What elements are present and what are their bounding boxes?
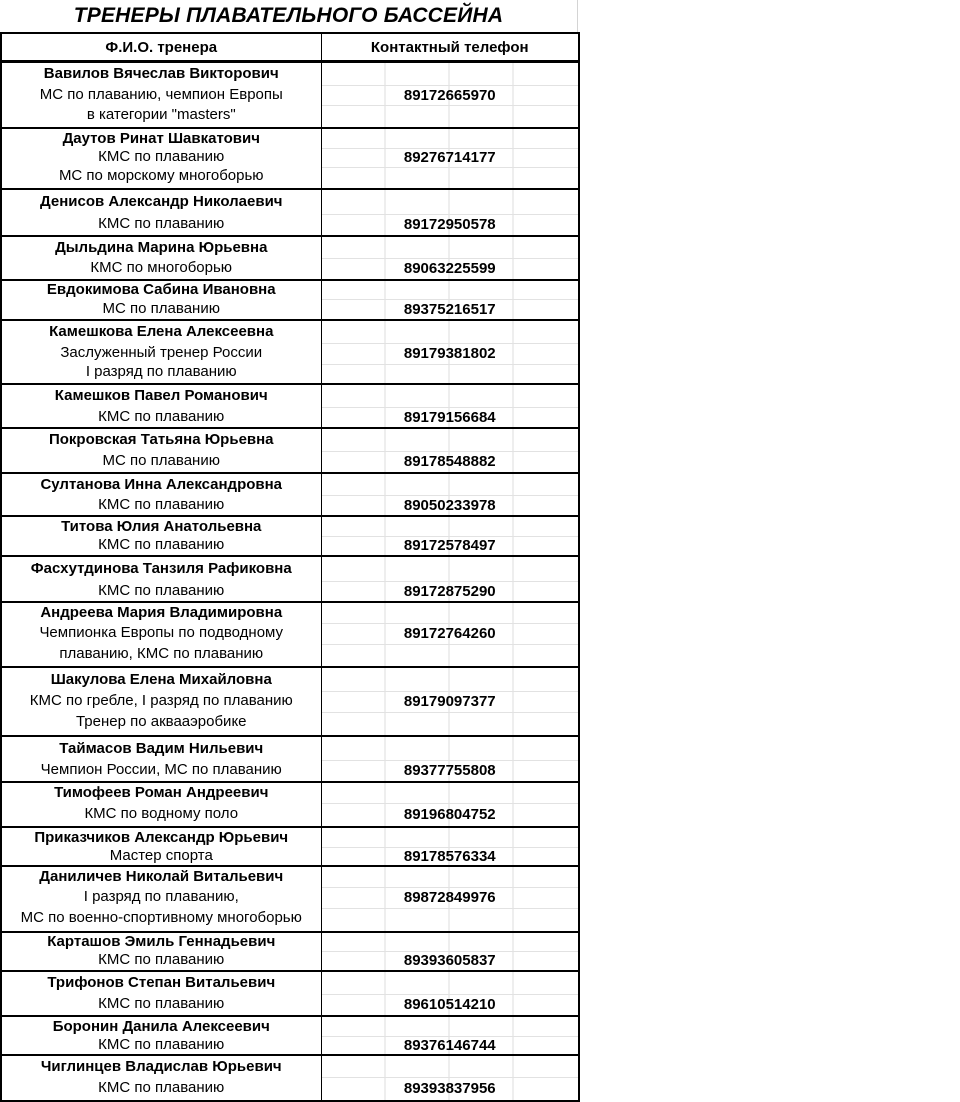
coach-phone: 89178576334 (322, 847, 579, 865)
coach-phone-cell (321, 782, 579, 827)
coach-name-cell (1, 667, 321, 736)
coach-qualification: КМС по плаванию (98, 1079, 225, 1096)
coach-qualification: Заслуженный тренер России (60, 344, 263, 361)
coach-phone-cell (321, 827, 579, 866)
coach-name-cell (1, 602, 321, 667)
empty-cell (322, 517, 579, 536)
coach-name: Карташов Эмиль Геннадьевич (47, 933, 276, 950)
coach-qualification: МС по плаванию (102, 452, 220, 469)
empty-cell (322, 385, 579, 407)
coach-name: Денисов Александр Николаевич (40, 193, 283, 210)
coach-qualification: в категории "masters" (86, 106, 236, 123)
coach-phone: 89393837956 (322, 1077, 579, 1100)
coach-name-cell (1, 384, 321, 428)
coach-name-cell (1, 428, 321, 473)
coach-phone-cell (321, 189, 579, 236)
coach-phone-cell (321, 428, 579, 473)
coach-phone: 89172875290 (322, 581, 579, 601)
empty-cell (322, 972, 579, 994)
coach-phone: 89172950578 (322, 214, 579, 235)
coach-name-cell (1, 62, 321, 129)
coach-qualification: КМС по плаванию (98, 215, 225, 232)
coach-qualification: КМС по плаванию (98, 148, 225, 165)
table-row (1, 516, 579, 556)
coach-qualification: КМС по многоборью (90, 259, 233, 276)
coach-name: Камешкова Елена Алексеевна (49, 323, 274, 340)
coach-qualification: КМС по плаванию (98, 995, 225, 1012)
coach-qualification: КМС по плаванию (98, 951, 225, 968)
page-title: ТРЕНЕРЫ ПЛАВАТЕЛЬНОГО БАССЕЙНА (0, 0, 578, 32)
coach-qualification: Чемпионка Европы по подводному (39, 624, 284, 641)
table-row (1, 556, 579, 602)
coach-name: Боронин Данила Алексеевич (52, 1018, 270, 1035)
table-row (1, 667, 579, 736)
coach-phone: 89172665970 (322, 85, 579, 105)
column-header-name: Ф.И.О. тренера (1, 33, 321, 62)
coach-qualification: КМС по плаванию (98, 1036, 225, 1053)
coach-phone-cell (321, 280, 579, 320)
table-row (1, 280, 579, 320)
coach-phone: 89375216517 (322, 299, 579, 319)
coach-name: Титова Юлия Анатольевна (61, 518, 262, 535)
coach-qualification: I разряд по плаванию (85, 363, 237, 380)
empty-cell (322, 783, 579, 803)
coach-name-cell (1, 280, 321, 320)
coach-phone-cell (321, 556, 579, 602)
empty-cell (322, 737, 579, 760)
coach-name: Покровская Татьяна Юрьевна (48, 431, 274, 448)
coach-qualification: МС по плаванию, чемпион Европы (39, 86, 283, 103)
coaches-table (0, 32, 580, 1102)
coach-phone: 89172764260 (322, 623, 579, 644)
empty-cell (322, 644, 579, 666)
coach-qualification: плаванию, КМС по плаванию (59, 645, 264, 662)
coach-qualification: КМС по гребле, I разряд по плаванию (29, 692, 293, 709)
coach-qualification: Тренер по аквааэробике (75, 713, 247, 730)
coach-name: Даниличев Николай Витальевич (39, 868, 284, 885)
table-row (1, 932, 579, 971)
coach-phone: 89178548882 (322, 451, 579, 472)
coach-name: Фасхутдинова Танзиля Рафиковна (30, 560, 292, 577)
empty-cell (322, 190, 579, 214)
coach-name: Дыльдина Марина Юрьевна (55, 239, 268, 256)
coach-phone-cell (321, 602, 579, 667)
coach-phone-cell (321, 1055, 579, 1101)
table-row (1, 189, 579, 236)
empty-cell (322, 1017, 579, 1036)
coach-name: Султанова Инна Александровна (40, 476, 283, 493)
coach-qualification: I разряд по плаванию, (83, 888, 239, 905)
table-row (1, 384, 579, 428)
coach-qualification: КМС по плаванию (98, 536, 225, 553)
table-row (1, 320, 579, 384)
coach-phone-cell (321, 473, 579, 516)
coach-name: Евдокимова Сабина Ивановна (46, 281, 276, 298)
coach-name-cell (1, 473, 321, 516)
table-row (1, 782, 579, 827)
coach-phone-cell (321, 128, 579, 189)
coach-name: Приказчиков Александр Юрьевич (34, 829, 289, 846)
empty-cell (322, 105, 579, 127)
coach-name-cell (1, 516, 321, 556)
table-row (1, 866, 579, 932)
coach-name: Трифонов Степан Витальевич (47, 974, 276, 991)
coach-name: Тимофеев Роман Андреевич (54, 784, 269, 801)
coach-phone: 89179381802 (322, 343, 579, 364)
coach-name-cell (1, 866, 321, 932)
empty-cell (322, 867, 579, 887)
coach-phone-cell (321, 516, 579, 556)
empty-cell (322, 908, 579, 931)
coach-name: Вавилов Вячеслав Викторович (43, 65, 279, 82)
empty-cell (322, 668, 579, 691)
coach-phone: 89179097377 (322, 691, 579, 712)
table-header-row (1, 33, 579, 62)
coach-phone: 89377755808 (322, 760, 579, 781)
coach-qualification: КМС по плаванию (98, 582, 225, 599)
coach-phone-cell (321, 932, 579, 971)
empty-cell (322, 933, 579, 951)
coach-name-cell (1, 932, 321, 971)
coach-name-cell (1, 320, 321, 384)
empty-cell (322, 828, 579, 847)
coaches-table-body (1, 62, 579, 1102)
coach-qualification: КМС по водному поло (84, 805, 239, 822)
coach-phone-cell (321, 384, 579, 428)
coach-phone: 89872849976 (322, 887, 579, 908)
coach-name: Шакулова Елена Михайловна (50, 671, 272, 688)
coach-qualification: МС по морскому многоборью (58, 167, 264, 184)
coach-phone-cell (321, 971, 579, 1016)
table-row (1, 602, 579, 667)
coach-phone: 89196804752 (322, 803, 579, 826)
empty-cell (322, 1056, 579, 1077)
coach-phone: 89172578497 (322, 536, 579, 555)
coach-phone: 89050233978 (322, 495, 579, 515)
coach-phone: 89179156684 (322, 407, 579, 427)
coach-phone-cell (321, 667, 579, 736)
coach-name-cell (1, 736, 321, 782)
coach-name: Таймасов Вадим Нильевич (59, 740, 264, 757)
coach-qualification: МС по военно-спортивному многоборью (20, 909, 302, 926)
empty-cell (322, 281, 579, 299)
coach-phone-cell (321, 236, 579, 280)
table-row (1, 827, 579, 866)
table-row (1, 236, 579, 280)
coach-name-cell (1, 189, 321, 236)
empty-cell (322, 429, 579, 451)
coach-phone-cell (321, 866, 579, 932)
table-row (1, 128, 579, 189)
coach-phone: 89063225599 (322, 258, 579, 279)
empty-cell (322, 603, 579, 623)
table-row (1, 736, 579, 782)
coach-name-cell (1, 1055, 321, 1101)
empty-cell (322, 474, 579, 495)
table-row (1, 473, 579, 516)
coach-name: Даутов Ринат Шавкатович (62, 130, 260, 147)
coach-name-cell (1, 782, 321, 827)
table-row (1, 62, 579, 129)
empty-cell (322, 557, 579, 581)
coach-qualification: МС по плаванию (102, 300, 220, 317)
coach-name-cell (1, 236, 321, 280)
empty-cell (322, 364, 579, 383)
empty-cell (322, 321, 579, 343)
coach-phone-cell (321, 62, 579, 129)
coach-qualification: Мастер спорта (109, 847, 213, 864)
table-row (1, 1055, 579, 1101)
table-row (1, 971, 579, 1016)
coach-phone-cell (321, 736, 579, 782)
coach-phone: 89276714177 (322, 148, 579, 167)
coach-phone-cell (321, 320, 579, 384)
table-row (1, 428, 579, 473)
coach-qualification: КМС по плаванию (98, 408, 225, 425)
coach-name: Камешков Павел Романович (54, 387, 268, 404)
coach-phone: 89376146744 (322, 1036, 579, 1054)
coach-name-cell (1, 971, 321, 1016)
coach-name-cell (1, 556, 321, 602)
coach-phone: 89393605837 (322, 951, 579, 970)
empty-cell (322, 167, 579, 188)
coach-phone: 89610514210 (322, 994, 579, 1015)
column-header-phone: Контактный телефон (321, 33, 579, 62)
coach-name: Чиглинцев Владислав Юрьевич (40, 1058, 282, 1075)
empty-cell (322, 237, 579, 258)
empty-cell (322, 712, 579, 735)
empty-cell (322, 63, 579, 85)
coach-name-cell (1, 827, 321, 866)
empty-cell (322, 129, 579, 148)
coach-name-cell (1, 128, 321, 189)
coach-qualification: Чемпион России, МС по плаванию (40, 761, 282, 778)
coach-name: Андреева Мария Владимировна (40, 604, 283, 621)
coach-qualification: КМС по плаванию (98, 496, 225, 513)
